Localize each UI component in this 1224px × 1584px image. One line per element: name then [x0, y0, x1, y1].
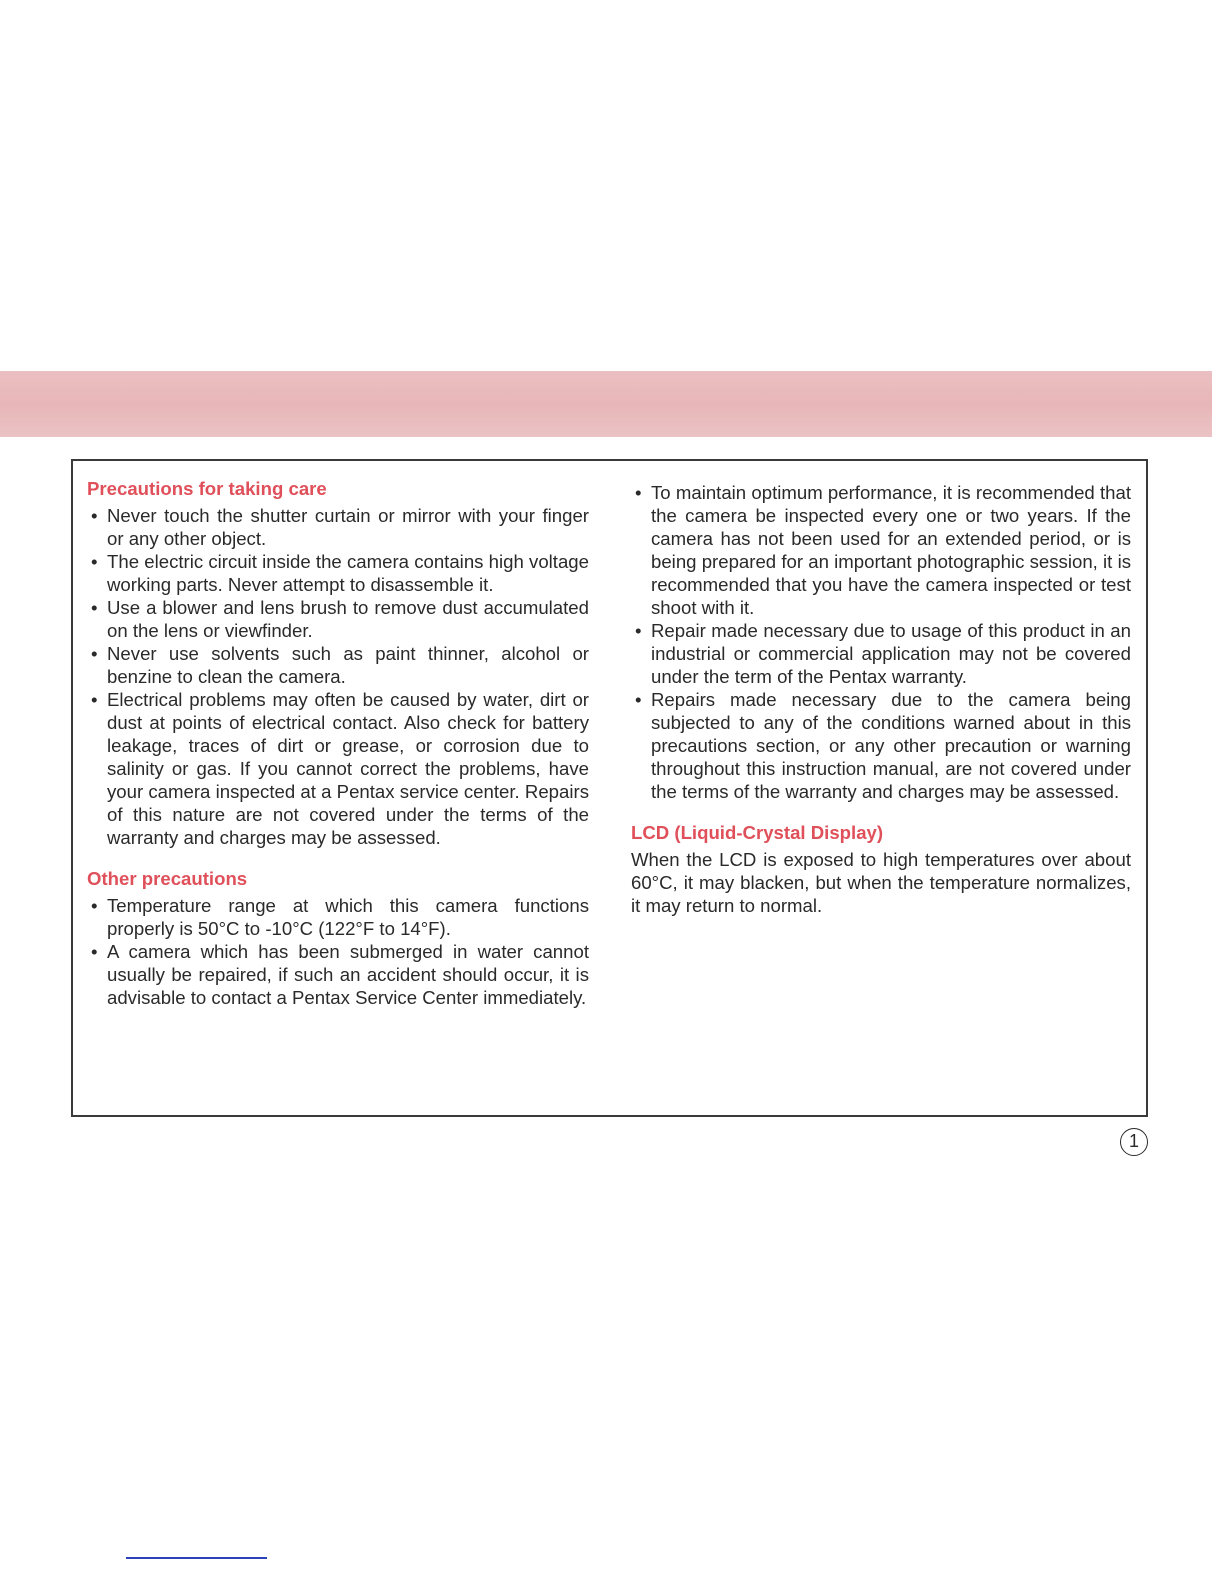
- list-item: • Temperature range at which this camera functions properly is 50°C to -10°C (122°F to 14°F).: [87, 894, 589, 940]
- page-number: 1: [1120, 1128, 1148, 1156]
- other-list: [87, 894, 589, 1009]
- list-item: • Electrical problems may often be caused by water, dirt or dust at points of electrical contact. Also check for battery leakage, traces of dirt or grease, or corrosion due to salinity or gas. If you cannot correct the problems, have your camera inspected at a Pentax service center. Repairs of this nature are not covered under the terms of the warranty and charges may be assessed.: [87, 688, 589, 849]
- lcd-text: When the LCD is exposed to high temperatures over about 60°C, it may blacken, but when the temperature normalizes, it may return to normal.: [631, 849, 1131, 916]
- list-item: • Use a blower and lens brush to remove dust accumulated on the lens or viewfinder.: [87, 596, 589, 642]
- section-title-care: Precautions for taking care: [87, 478, 327, 499]
- list-item: • A camera which has been submerged in water cannot usually be repaired, if such an accident should occur, it is advisable to contact a Pentax Service Center immediately.: [87, 940, 589, 1009]
- list-item: • Never touch the shutter curtain or mirror with your finger or any other object.: [87, 504, 589, 550]
- content-box: [71, 459, 1148, 1117]
- list-item: • Repair made necessary due to usage of this product in an industrial or commercial application may not be covered under the term of the Pentax warranty.: [631, 619, 1131, 688]
- list-item: • To maintain optimum performance, it is recommended that the camera be inspected every one or two years. If the camera has not been used for an extended period, or is being prepared for an important photographic session, it is recommended that you have the camera inspected or test shoot with it.: [631, 481, 1131, 619]
- maintenance-list: [631, 481, 1131, 803]
- footer-line: [126, 1557, 267, 1559]
- list-item: • The electric circuit inside the camera contains high voltage working parts. Never attempt to disassemble it.: [87, 550, 589, 596]
- right-column: [631, 481, 1131, 917]
- left-column: [87, 477, 589, 1009]
- list-item: • Never use solvents such as paint thinner, alcohol or benzine to clean the camera.: [87, 642, 589, 688]
- section-title-other: Other precautions: [87, 868, 248, 889]
- section-title-lcd: LCD (Liquid-Crystal Display): [631, 822, 884, 843]
- header-band: [0, 371, 1212, 437]
- care-list: [87, 504, 589, 849]
- list-item: • Repairs made necessary due to the camera being subjected to any of the conditions warned about in this precautions section, or any other precaution or warning throughout this instruction manual, are not covered under the terms of the warranty and charges may be assessed.: [631, 688, 1131, 803]
